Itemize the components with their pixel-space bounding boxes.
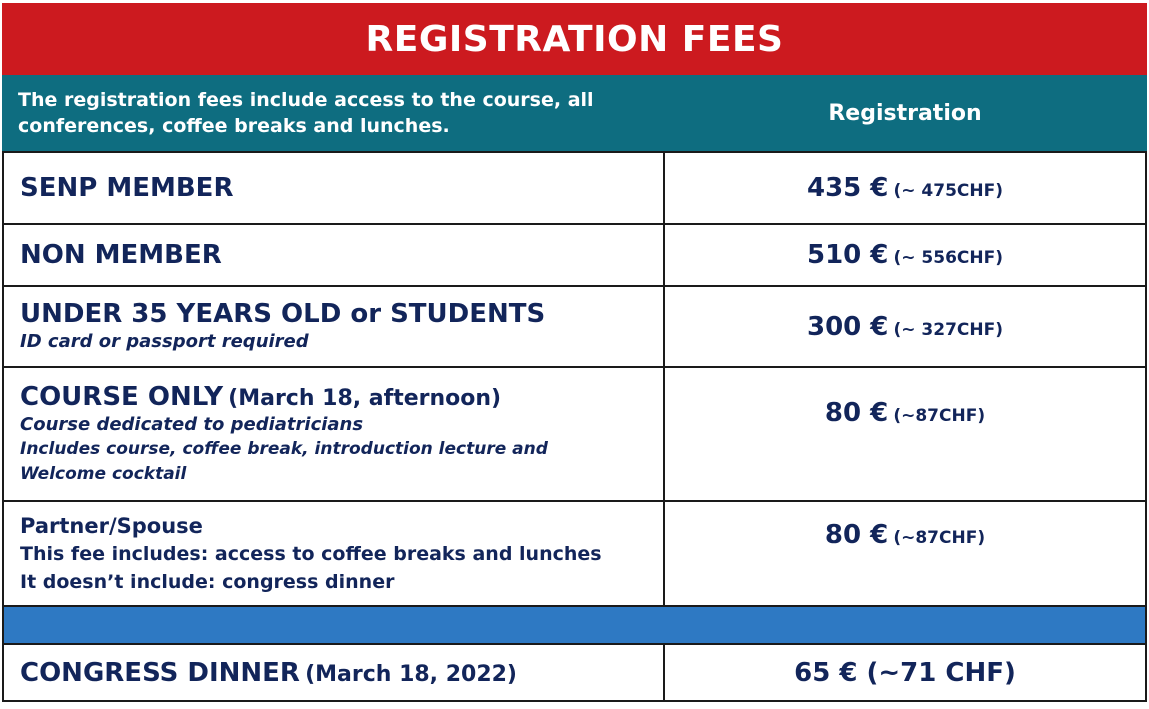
fee-category (3, 367, 664, 501)
table-header (2, 75, 1147, 151)
fee-category (3, 224, 664, 286)
table-row (3, 224, 1146, 286)
fee-price (664, 224, 1146, 286)
category-includes: This fee includes: access to coffee breaks and lunches (20, 543, 602, 565)
fee-price (664, 152, 1146, 224)
category-requirement: ID card or passport required (20, 331, 309, 352)
fee-category (3, 644, 664, 701)
price-value: 80 € (824, 520, 889, 550)
fee-price (664, 286, 1146, 367)
category-label: UNDER 35 YEARS OLD or STUDENTS (20, 299, 546, 329)
price-chf: (~87CHF) (893, 528, 986, 548)
category-includes: Includes course, coffee break, introduction lecture and (20, 438, 548, 459)
table-row (3, 367, 1146, 501)
page-title: REGISTRATION FEES (2, 3, 1147, 75)
table-row (3, 501, 1146, 606)
fees-table (2, 151, 1147, 702)
price-chf: (~ 556CHF) (893, 248, 1004, 268)
fee-price (664, 367, 1146, 501)
divider-row (3, 606, 1146, 644)
price-value: 80 € (824, 398, 889, 428)
category-label: SENP MEMBER (20, 173, 234, 203)
fee-category (3, 286, 664, 367)
fee-price (664, 644, 1146, 701)
fee-category (3, 501, 664, 606)
price-value: 510 € (806, 240, 889, 270)
price-value: 300 € (806, 311, 889, 342)
header-registration-label: Registration (828, 100, 982, 126)
header-description: The registration fees include access to the course, all conferences, coffee breaks and lunches. (18, 89, 594, 137)
table-row (3, 286, 1146, 367)
price-chf: (~ 327CHF) (893, 319, 1004, 340)
category-excludes: It doesn’t include: congress dinner (20, 571, 395, 593)
fee-category (3, 152, 664, 224)
table-row (3, 152, 1146, 224)
category-audience: Course dedicated to pediatricians (20, 413, 364, 435)
category-label: NON MEMBER (20, 240, 222, 270)
price-value: 435 € (806, 173, 889, 203)
divider-bar (3, 606, 1146, 644)
category-date: (March 18, afternoon) (228, 385, 502, 411)
category-label: COURSE ONLY (20, 381, 224, 412)
price-chf: (~87CHF) (893, 406, 986, 426)
price-chf: (~ 475CHF) (893, 181, 1004, 201)
table-row (3, 644, 1146, 701)
category-includes-cont: Welcome cocktail (20, 463, 187, 484)
category-label: Partner/Spouse (20, 514, 203, 538)
fee-price (664, 501, 1146, 606)
price-value: 65 € (~71 CHF) (794, 657, 1016, 688)
category-date: (March 18, 2022) (305, 661, 517, 687)
category-label: CONGRESS DINNER (20, 657, 300, 688)
